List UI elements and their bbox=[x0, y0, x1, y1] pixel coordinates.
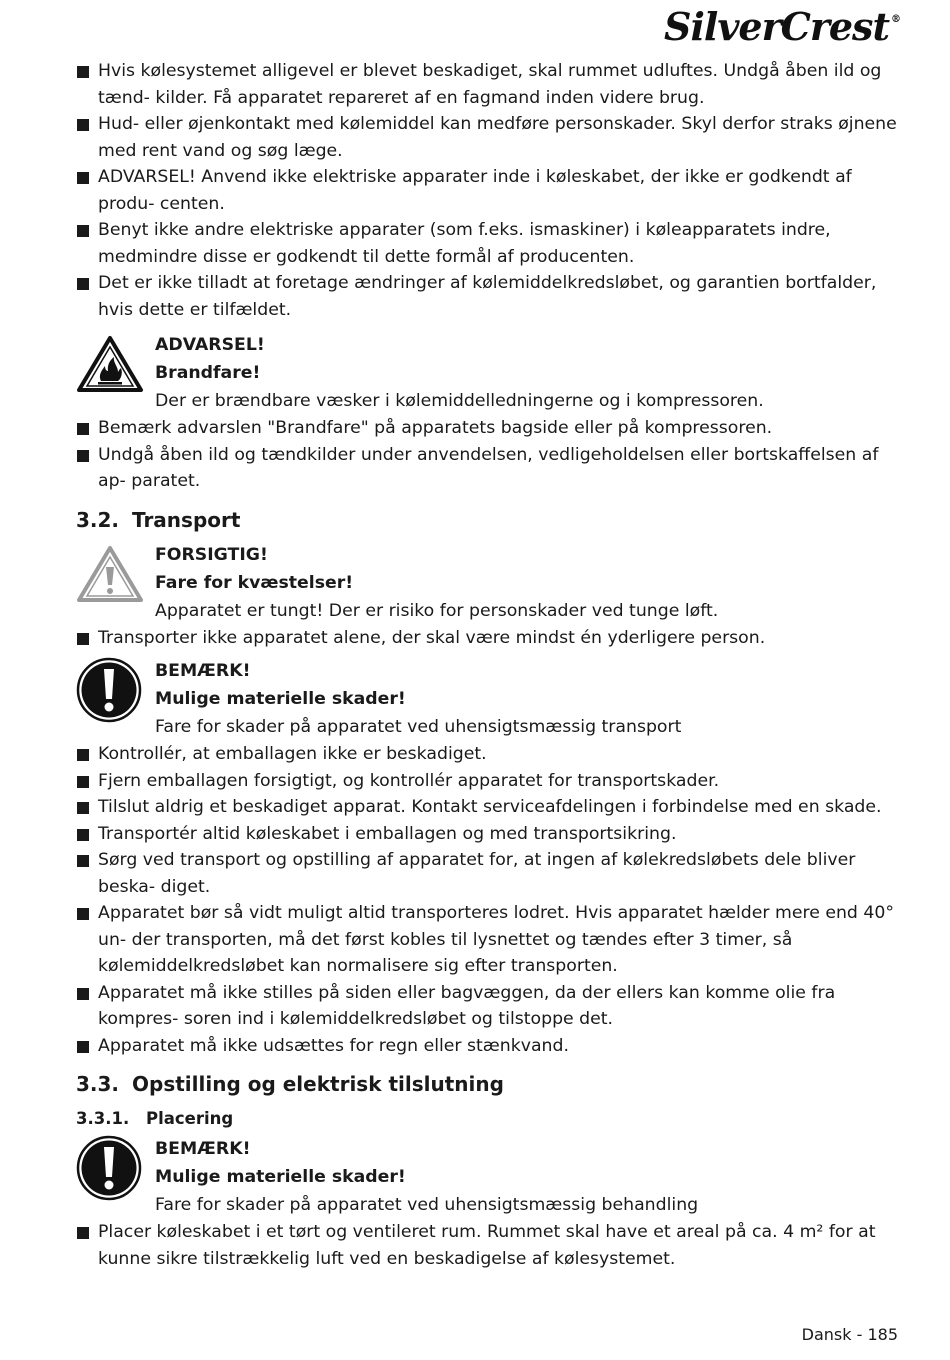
caution-title: FORSIGTIG! bbox=[155, 544, 268, 565]
list-item bbox=[76, 900, 898, 980]
bullet-square-icon bbox=[77, 1227, 89, 1239]
flammable-warning-icon bbox=[76, 335, 144, 397]
list-item bbox=[76, 980, 898, 1033]
warning-subtitle: Brandfare! bbox=[155, 363, 261, 383]
page-footer: Dansk - 185 bbox=[801, 1325, 898, 1344]
list-item bbox=[76, 625, 898, 652]
list-item-text: Apparatet bør så vidt muligt altid transporteres lodret. Hvis apparatet hælder mere end 40° un- der transporten, må det først kobles til lysnettet og tændes efter 3 timer, så kølemiddelkredsløbet kan normalisere sig efter transporten. bbox=[98, 903, 895, 976]
bullet-square-icon bbox=[77, 278, 89, 290]
list-item bbox=[76, 58, 898, 111]
notice-subtitle: Mulige materielle skader! bbox=[155, 689, 406, 709]
caution-subtitle: Fare for kvæstelser! bbox=[155, 572, 354, 593]
brand-name: SilverCrest bbox=[664, 4, 889, 49]
list-item bbox=[76, 111, 898, 164]
list-item-text: Hud- eller øjenkontakt med kølemiddel kan medføre personskader. Skyl derfor straks øjnene med rent vand og søg læge. bbox=[98, 114, 897, 161]
list-item-text: Tilslut aldrig et beskadiget apparat. Kontakt serviceafdelingen i forbindelse med en skade. bbox=[98, 797, 882, 817]
list-item-text: Placer køleskabet i et tørt og ventileret rum. Rummet skal have et areal på ca. 4 m² for at kunne sikre tilstrækkelig luft ved en beskadigelse af kølesystemet. bbox=[98, 1222, 876, 1269]
bullet-square-icon bbox=[77, 172, 89, 184]
warning-text: Der er brændbare væsker i kølemiddelledningerne og i kompressoren. bbox=[155, 391, 764, 411]
list-item-text: Apparatet må ikke stilles på siden eller bagvæggen, da der ellers kan komme olie fra kompres- soren ind i kølemiddelkredsløbet og tilstoppe det. bbox=[98, 982, 836, 1029]
section-title: Opstilling og elektrisk tilslutning bbox=[132, 1072, 504, 1096]
list-item bbox=[76, 270, 898, 323]
list-item-text: ADVARSEL! Anvend ikke elektriske apparater inde i køleskabet, der ikke er godkendt af produ- centen. bbox=[98, 167, 852, 214]
list-item bbox=[76, 847, 898, 900]
list-item-text: Kontrollér, at emballagen ikke er beskadiget. bbox=[98, 744, 487, 764]
list-item-text: Transporter ikke apparatet alene, der skal være mindst én yderligere person. bbox=[98, 627, 766, 648]
notice-title: BEMÆRK! bbox=[155, 1139, 251, 1159]
list-item bbox=[76, 794, 898, 821]
list-item-text: Apparatet må ikke udsættes for regn eller stænkvand. bbox=[98, 1035, 569, 1056]
bullet-square-icon bbox=[77, 119, 89, 131]
list-item-text: Hvis kølesystemet alligevel er blevet beskadiget, skal rummet udluftes. Undgå åben ild og tænd- kilder. Få apparatet repareret af en fagmand inden videre brug. bbox=[98, 61, 882, 108]
bullet-square-icon bbox=[77, 633, 89, 645]
exclamation-notice-icon bbox=[76, 1135, 142, 1205]
subsection-heading-placement bbox=[76, 1105, 898, 1133]
list-item-text: Fjern emballagen forsigtigt, og kontrollér apparatet for transportskader. bbox=[98, 770, 720, 791]
fire-warning-box bbox=[76, 331, 898, 415]
bullet-square-icon bbox=[77, 829, 89, 841]
section-heading-transport bbox=[76, 505, 898, 535]
list-item bbox=[76, 217, 898, 270]
list-item-text: Sørg ved transport og opstilling af apparatet for, at ingen af kølekredsløbets dele bliver beska- diget. bbox=[98, 850, 856, 897]
list-item bbox=[76, 164, 898, 217]
caution-text: Apparatet er tungt! Der er risiko for personskader ved tunge løft. bbox=[155, 600, 719, 621]
bullet-square-icon bbox=[77, 749, 89, 761]
list-item-text: Det er ikke tilladt at foretage ændringer af kølemiddelkredsløbet, og garantien bortfalder, hvis dette er tilfældet. bbox=[98, 273, 877, 320]
list-item bbox=[76, 415, 898, 442]
bullet-square-icon bbox=[77, 225, 89, 237]
subsection-title: Placering bbox=[146, 1109, 234, 1128]
general-warning-icon bbox=[76, 545, 144, 607]
list-item bbox=[76, 1033, 898, 1060]
section-number: 3.2. bbox=[76, 507, 120, 532]
list-item bbox=[76, 741, 898, 768]
warning-title: ADVARSEL! bbox=[155, 335, 265, 355]
list-item-text: Transportér altid køleskabet i emballagen og med transportsikring. bbox=[98, 823, 677, 844]
list-item-text: Undgå åben ild og tændkilder under anvendelsen, vedligeholdelsen eller bortskaffelsen af ap- paratet. bbox=[98, 444, 879, 491]
bullet-square-icon bbox=[77, 908, 89, 920]
list-item bbox=[76, 1219, 898, 1272]
list-item-text: Bemærk advarslen "Brandfare" på apparatets bagside eller på kompressoren. bbox=[98, 418, 773, 438]
notice-box-placement bbox=[76, 1135, 898, 1219]
subsection-number: 3.3.1. bbox=[76, 1109, 130, 1128]
section-heading-setup bbox=[76, 1069, 898, 1099]
bullet-list-placement bbox=[76, 1219, 898, 1272]
page-content bbox=[76, 58, 898, 1272]
bullet-list-transport-1 bbox=[76, 625, 898, 652]
notice-subtitle: Mulige materielle skader! bbox=[155, 1167, 406, 1187]
bullet-square-icon bbox=[77, 855, 89, 867]
bullet-square-icon bbox=[77, 1041, 89, 1053]
notice-title: BEMÆRK! bbox=[155, 661, 251, 681]
bullet-list-fire bbox=[76, 415, 898, 495]
caution-box bbox=[76, 541, 898, 625]
list-item bbox=[76, 821, 898, 848]
exclamation-notice-icon bbox=[76, 657, 142, 727]
notice-text: Fare for skader på apparatet ved uhensigtsmæssig transport bbox=[155, 717, 682, 737]
list-item bbox=[76, 442, 898, 495]
bullet-list-top bbox=[76, 58, 898, 323]
bullet-square-icon bbox=[77, 802, 89, 814]
registered-mark: ® bbox=[891, 14, 900, 25]
section-number: 3.3. bbox=[76, 1072, 120, 1096]
section-title: Transport bbox=[132, 507, 241, 532]
bullet-list-transport-2 bbox=[76, 741, 898, 1059]
list-item bbox=[76, 768, 898, 795]
bullet-square-icon bbox=[77, 450, 89, 462]
notice-text: Fare for skader på apparatet ved uhensigtsmæssig behandling bbox=[155, 1195, 699, 1215]
bullet-square-icon bbox=[77, 776, 89, 788]
bullet-square-icon bbox=[77, 423, 89, 435]
bullet-square-icon bbox=[77, 66, 89, 78]
notice-box-transport bbox=[76, 657, 898, 741]
bullet-square-icon bbox=[77, 988, 89, 1000]
list-item-text: Benyt ikke andre elektriske apparater (som f.eks. ismaskiner) i køleapparatets indre, medmindre disse er godkendt til dette formål af producenten. bbox=[98, 220, 831, 267]
brand-logo bbox=[664, 4, 900, 49]
